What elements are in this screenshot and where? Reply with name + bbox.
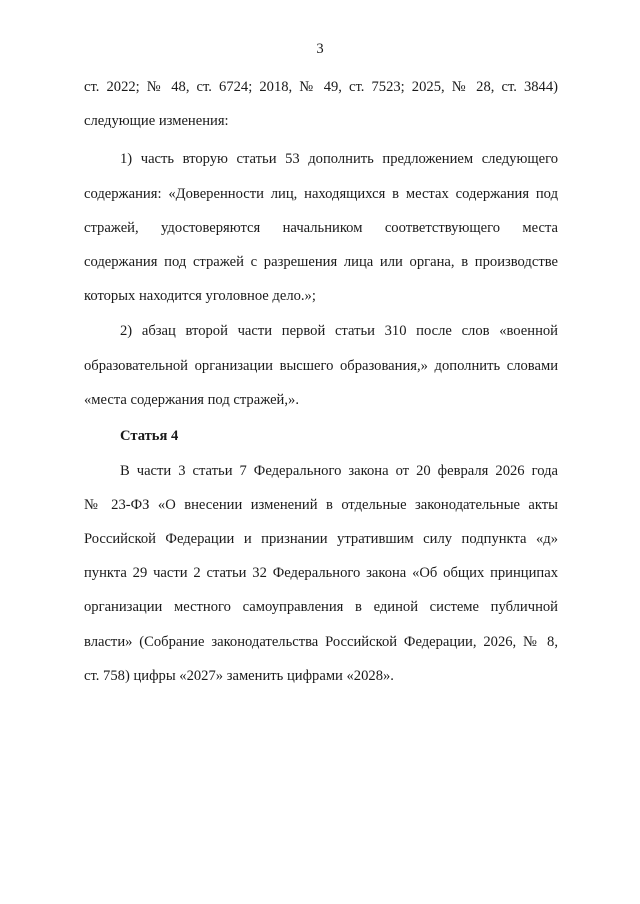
text-line: организации местного самоуправления в единой системе публичной bbox=[84, 599, 558, 615]
text-line: ст. 758) цифры «2027» заменить цифрами «2028». bbox=[84, 668, 394, 684]
text-line: 1) часть вторую статьи 53 дополнить предложением следующего bbox=[120, 151, 558, 167]
text-line: стражей, удостоверяются начальником соответствующего места bbox=[84, 220, 558, 236]
text-line: «места содержания под стражей,». bbox=[84, 392, 299, 408]
text-line: пункта 29 части 2 статьи 32 Федерального закона «Об общих принципах bbox=[84, 565, 558, 581]
text-line: Российской Федерации и признании утратившим силу подпункта «д» bbox=[84, 531, 558, 547]
text-line: № 23-ФЗ «О внесении изменений в отдельные законодательные акты bbox=[84, 497, 558, 513]
text-line: образовательной организации высшего образования,» дополнить словами bbox=[84, 358, 558, 374]
text-line: 2) абзац второй части первой статьи 310 после слов «военной bbox=[120, 323, 558, 339]
text-line: В части 3 статьи 7 Федерального закона от 20 февраля 2026 года bbox=[120, 463, 558, 479]
text-line: власти» (Собрание законодательства Российской Федерации, 2026, № 8, bbox=[84, 634, 558, 650]
text-line: ст. 2022; № 48, ст. 6724; 2018, № 49, ст. 7523; 2025, № 28, ст. 3844) bbox=[84, 79, 558, 95]
text-line: следующие изменения: bbox=[84, 113, 229, 129]
text-line: содержания: «Доверенности лиц, находящихся в местах содержания под bbox=[84, 186, 558, 202]
page-number: 3 bbox=[316, 41, 324, 57]
article-heading: Статья 4 bbox=[120, 428, 179, 444]
text-line: которых находится уголовное дело.»; bbox=[84, 288, 316, 304]
text-line: содержания под стражей с разрешения лица или органа, в производстве bbox=[84, 254, 558, 270]
